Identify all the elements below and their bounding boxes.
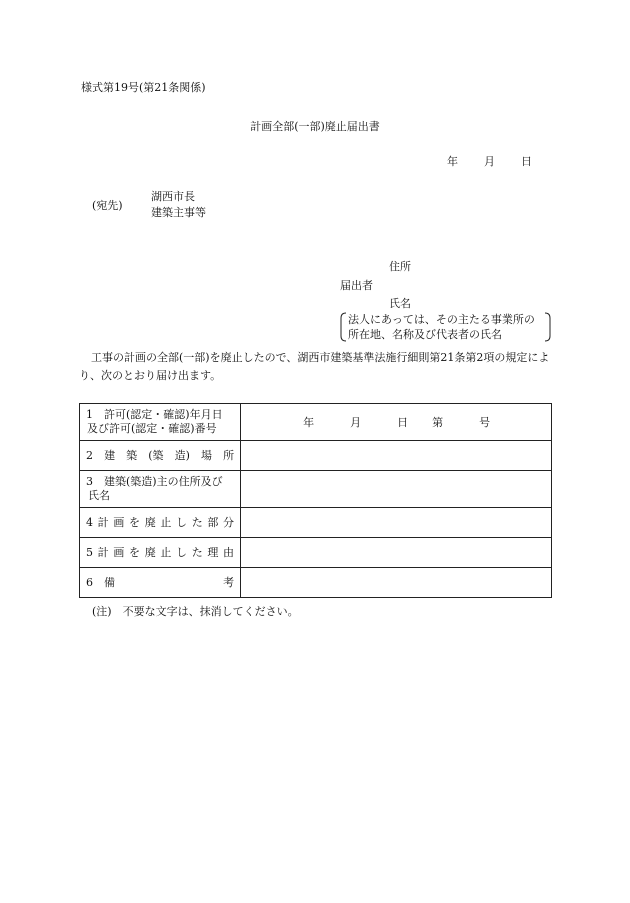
label-char: 所	[223, 448, 235, 462]
construction-site-label	[80, 441, 241, 471]
corporate-note-line-2: 所在地、名称及び代表者の氏名	[348, 328, 502, 341]
label-char: 計	[97, 515, 109, 529]
notifier-label: 届出者	[340, 279, 373, 292]
label-char: 廃	[144, 545, 156, 559]
table-row	[80, 471, 552, 508]
form-number: 様式第19号(第21条関係)	[81, 81, 206, 94]
table-row	[80, 441, 552, 471]
permit-label-line-2: 及び許可(認定・確認)番号	[87, 422, 217, 435]
addressee-label: (宛先)	[92, 199, 123, 212]
table-row	[80, 508, 552, 538]
date-day: 日	[521, 155, 532, 168]
permit-dai: 第	[432, 416, 444, 429]
label-char: 部	[207, 515, 219, 529]
submission-date	[447, 155, 532, 169]
label-char: し	[176, 515, 188, 529]
label-char: を	[129, 545, 141, 559]
footnote: (注) 不要な文字は、抹消してください。	[92, 605, 299, 618]
owner-address-name-field[interactable]	[241, 471, 552, 508]
label-char: 理	[207, 545, 219, 559]
label-char: 画	[113, 545, 125, 559]
label-char: 廃	[144, 515, 156, 529]
label-char: 2	[86, 448, 93, 462]
table-row	[80, 568, 552, 598]
label-char: し	[176, 545, 188, 559]
addressee-mayor: 湖西市長	[151, 190, 195, 203]
abolished-part-field[interactable]	[241, 508, 552, 538]
label-char: (築	[148, 448, 164, 462]
addressee-building-official: 建築主事等	[151, 206, 206, 219]
document-title: 計画全部(一部)廃止届出書	[250, 120, 380, 133]
permit-year: 年	[303, 416, 315, 429]
label-char: を	[129, 515, 141, 529]
label-char: 由	[223, 545, 235, 559]
owner-label-line-2: 氏名	[88, 489, 110, 502]
date-month: 月	[484, 155, 495, 168]
label-char: 止	[160, 515, 172, 529]
owner-address-name-label	[80, 471, 241, 508]
notifier-name-label: 氏名	[389, 297, 411, 310]
label-char: 計	[97, 545, 109, 559]
label-char: 建	[104, 448, 116, 462]
permit-month: 月	[350, 416, 362, 429]
label-char: 4	[86, 515, 93, 529]
declaration-text: 工事の計画の全部(一部)を廃止したので、湖西市建築基準法施行細則第21条第2項の規定により、次のとおり届け出ます。	[79, 351, 550, 382]
date-year: 年	[447, 155, 458, 168]
label-char: 6	[86, 575, 93, 589]
notifier-address-label: 住所	[389, 260, 411, 273]
permit-date-number-field[interactable]	[241, 404, 552, 441]
label-char: 止	[160, 545, 172, 559]
table-row	[80, 404, 552, 441]
label-char: た	[191, 545, 203, 559]
notification-table	[79, 403, 552, 598]
corporate-note-line-1: 法人にあっては、その主たる事業所の	[348, 313, 535, 326]
label-char: 分	[223, 515, 235, 529]
label-char: 5	[86, 545, 93, 559]
label-char: 築	[126, 448, 138, 462]
abolition-reason-field[interactable]	[241, 538, 552, 568]
permit-go: 号	[479, 416, 491, 429]
abolished-part-label	[80, 508, 241, 538]
corporate-note-bracket	[340, 312, 551, 342]
permit-date-number-label	[80, 404, 241, 441]
label-char: 備	[104, 575, 115, 589]
label-char: 画	[113, 515, 125, 529]
remarks-label	[80, 568, 241, 598]
owner-label-line-1: 3 建築(築造)主の住所及び	[86, 475, 223, 488]
table-row	[80, 538, 552, 568]
label-char: 造)	[174, 448, 190, 462]
construction-site-field[interactable]	[241, 441, 552, 471]
label-char: 場	[200, 448, 212, 462]
label-char: た	[191, 515, 203, 529]
remarks-field[interactable]	[241, 568, 552, 598]
abolition-reason-label	[80, 538, 241, 568]
label-char: 考	[223, 575, 235, 589]
permit-day: 日	[397, 416, 409, 429]
permit-label-line-1: 1 許可(認定・確認)年月日	[86, 408, 223, 421]
